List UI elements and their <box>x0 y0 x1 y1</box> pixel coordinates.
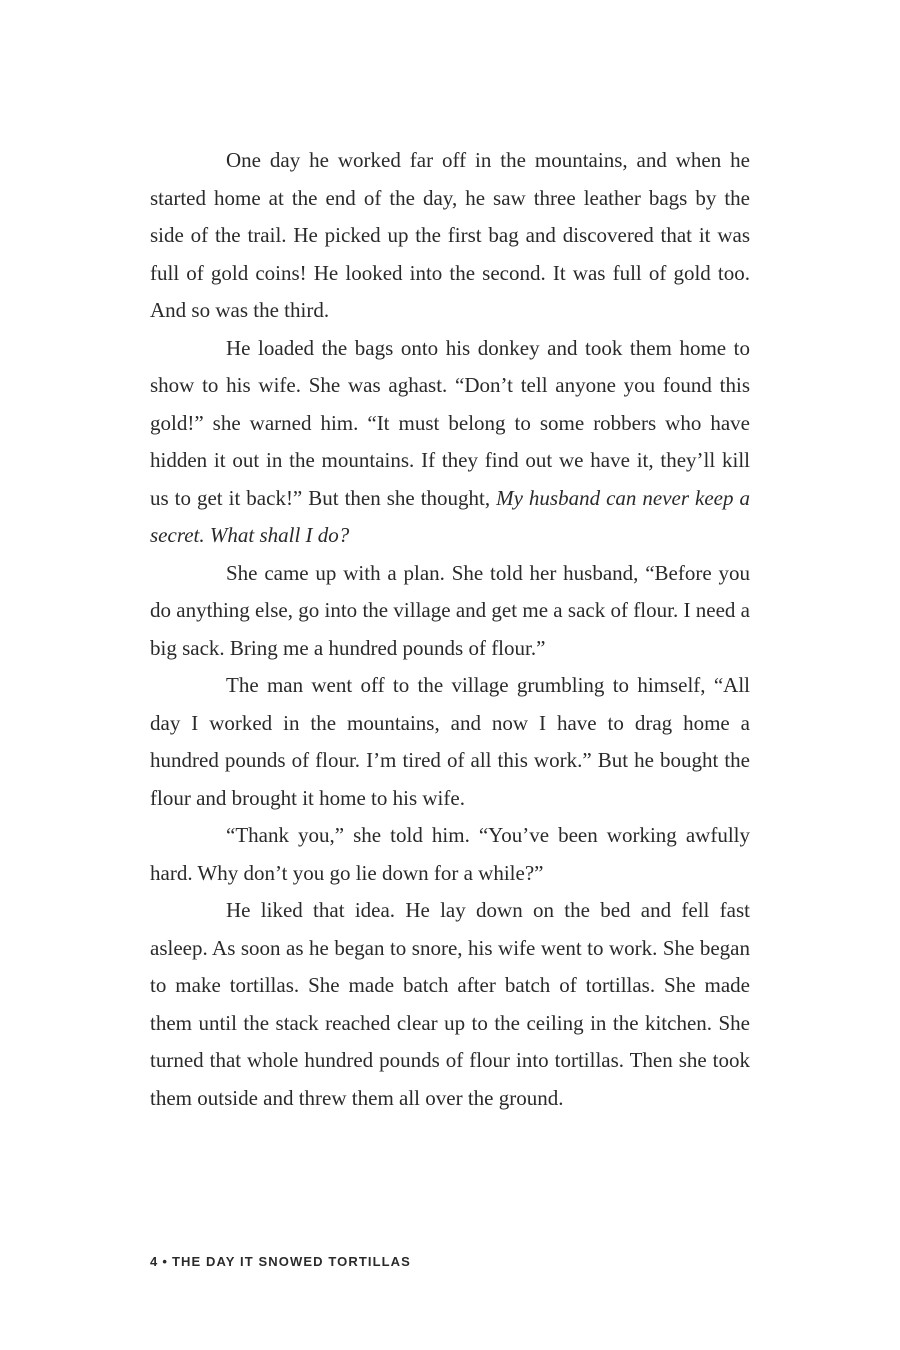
running-title: THE DAY IT SNOWED TORTILLAS <box>172 1254 411 1269</box>
paragraph: He liked that idea. He lay down on the bed and fell fast asleep. As soon as he began to snore, his wife went to work. She began to make tortillas. She made batch after batch of tortillas. She made them until the stack reached clear up to the ceiling in the kitchen. She turned that whole hundred pounds of flour into tortillas. Then she took them outside and threw them all over the ground. <box>150 898 750 1110</box>
footer-separator: • <box>162 1254 168 1269</box>
paragraph-italic-thought: My husband can never keep a secret. What shall I do? <box>150 485 750 547</box>
paragraph: “Thank you,” she told him. “You’ve been working awfully hard. Why don’t you go lie down for a while?” <box>150 823 750 885</box>
page-number: 4 <box>150 1254 159 1269</box>
page-body <box>150 142 750 1117</box>
paragraph: She came up with a plan. She told her husband, “Before you do anything else, go into the village and get me a sack of flour. I need a big sack. Bring me a hundred pounds of flour.” <box>150 560 750 660</box>
paragraph <box>150 330 750 555</box>
page-footer <box>150 1254 411 1269</box>
paragraph-text: He loaded the bags onto his donkey and took them home to show to his wife. She was aghast. “Don’t tell anyone you found this gold!” she warned him. “It must belong to some robbers who have hidden it out in the mountains. If they find out we have it, they’ll kill us to get it back!” But then she thought, <box>150 335 750 510</box>
paragraph: One day he worked far off in the mountains, and when he started home at the end of the day, he saw three leather bags by the side of the trail. He picked up the first bag and discovered that it was full of gold coins! He looked into the second. It was full of gold too. And so was the third. <box>150 148 750 322</box>
paragraph: The man went off to the village grumbling to himself, “All day I worked in the mountains, and now I have to drag home a hundred pounds of flour. I’m tired of all this work.” But he bought the flour and brought it home to his wife. <box>150 673 750 810</box>
